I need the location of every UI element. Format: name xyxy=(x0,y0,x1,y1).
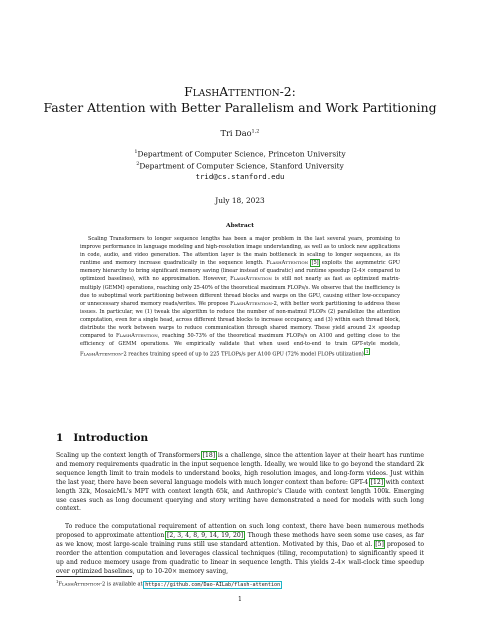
intro-paragraph-1 xyxy=(56,452,424,514)
abstract-method-2: FlashAttention xyxy=(230,276,272,283)
abstract-body xyxy=(80,235,400,359)
page-number: 1 xyxy=(238,596,242,603)
abstract-text-3: is still not nearly as fast as optimized matrix-multiply (GEMM) operations, reaching only 25-40% of the theoretical maximum FLOPs/s. We observe that the inefficiency is due to suboptimal work partitioning between different thread blocks and warps on the GPU, causing either low-occupancy or unnecessary shared memory reads/writes. We propose xyxy=(80,276,400,307)
affiliations xyxy=(20,147,460,182)
affiliation-1-text: Department of Computer Science, Princeton University xyxy=(137,149,346,159)
citation-link[interactable]: [18] xyxy=(202,452,216,459)
citation-link[interactable]: [2, 3, 4, 8, 9, 14, 19, 20] xyxy=(166,531,244,539)
paper-date: July 18, 2023 xyxy=(215,196,265,205)
intro-text-1: Scaling up the context length of Transformers xyxy=(56,452,201,459)
abstract-heading: Abstract xyxy=(226,222,254,229)
citation-link[interactable]: [5] xyxy=(375,540,384,548)
author-line xyxy=(20,128,460,138)
abstract-method-5: FlashAttention xyxy=(80,351,122,358)
abstract-method-4: FlashAttention xyxy=(115,333,158,340)
abstract-text-1: Scaling Transformers to longer sequence lengths has been a major problem in the last several years, promising to improve performance in language modeling and high-resolution image understanding, as well as to unlock new applications in code, audio, and video generation. The attention layer is the main bottleneck in scaling to longer sequences, as its runtime and memory increase quadratically in the sequence length. xyxy=(80,236,400,267)
repository-url-link[interactable]: https://github.com/Dao-AILab/flash-attention xyxy=(145,581,281,588)
abstract-method-1: FlashAttention xyxy=(266,260,309,267)
title-version: -2: xyxy=(279,84,296,99)
footnote xyxy=(56,579,424,588)
abstract-text-6: -2 reaches training speed of up to 225 TFLOPs/s per A100 GPU (72% model FLOPs utilization). xyxy=(121,351,366,358)
affiliation-2 xyxy=(20,159,460,171)
intro-text-2: is a challenge, since the attention layer at their heart has runtime and memory requirements quadratic in the input sequence length. Ideally, we would like to go beyond the standard 2k sequence length limit to train models to understand books, high resolution images, and long-form videos. Just within the last year, there have been several language models with much longer context than before: GPT-4 xyxy=(56,452,425,486)
footnote-text: -2 is available at xyxy=(100,581,143,588)
citation-link[interactable]: [5] xyxy=(311,260,319,267)
footnote-link[interactable]: 1 xyxy=(365,349,369,355)
section-title: Introduction xyxy=(73,432,149,444)
intro-paragraph-2 xyxy=(56,523,424,576)
intro-text-5: . Though these methods have seen some use cases, as far as we know, most large-scale training runs still use standard attention. Motivated by this, Dao et al. xyxy=(56,531,424,548)
affiliation-2-mark: 2 xyxy=(136,161,140,168)
paper-title xyxy=(20,84,460,116)
abstract-text-2: exploits the asymmetric GPU memory hierarchy to bring significant memory saving (linear instead of quadratic) and runtime speedup (2-4× compared to optimized baselines), with no approximation. However, xyxy=(80,260,400,283)
footnote-rule xyxy=(56,576,132,577)
affiliation-1-mark: 1 xyxy=(134,149,138,155)
abstract-text-5: , reaching 50-73% of the theoretical maximum FLOPs/s on A100 and getting close to the efficiency of GEMM operations. We empirically validate that when used end-to-end to train GPT-style models, xyxy=(80,333,400,348)
footnote-mark: 1 xyxy=(56,579,59,584)
affiliation-2-text: Department of Computer Science, Stanford University xyxy=(139,161,344,171)
title-subtitle: Faster Attention with Better Parallelism and Work Partitioning xyxy=(43,100,437,115)
affiliation-1 xyxy=(20,147,460,159)
author-affil-marks: 1,2 xyxy=(251,128,260,135)
author-email: trid@cs.stanford.edu xyxy=(195,171,285,181)
footnote-method: FlashAttention xyxy=(58,581,101,588)
intro-text-3: with context length 32k, MosaicML's MPT with context length 65k, and Anthropic's Claude with context length 100k. Emerging use cases such as long document querying and story writing have demonstrated a need for models with such long context. xyxy=(56,478,425,513)
citation-link[interactable]: [12] xyxy=(370,478,384,486)
section-number: 1 xyxy=(56,432,64,444)
abstract-method-3: FlashAttention xyxy=(230,300,272,307)
abstract-text-4: -2, with better work partitioning to address these issues. In particular, we (1) tweak the algorithm to reduce the number of non-matmul FLOPs (2) parallelize the attention computation, even for a single head, across different thread blocks to increase occupancy, and (3) within each thread block, distribute the work between warps to reduce communication through shared memory. These yield around 2× speedup compared to xyxy=(80,300,400,340)
title-method-name: FlashAttention xyxy=(184,84,280,99)
intro-text-4: To reduce the computational requirement of attention on such long context, there have been numerous methods proposed to approximate attention xyxy=(56,523,424,539)
intro-text-6: proposed to reorder the attention computation and leverages classical techniques (tiling, recomputation) to significantly speed it up and reduce memory usage from quadratic to linear in sequence length. This yields 2-4× wall-clock time speedup over optimized baselines, up to 10-20× memory saving, xyxy=(56,540,425,575)
author-name: Tri Dao xyxy=(220,128,252,138)
section-heading xyxy=(56,432,148,444)
